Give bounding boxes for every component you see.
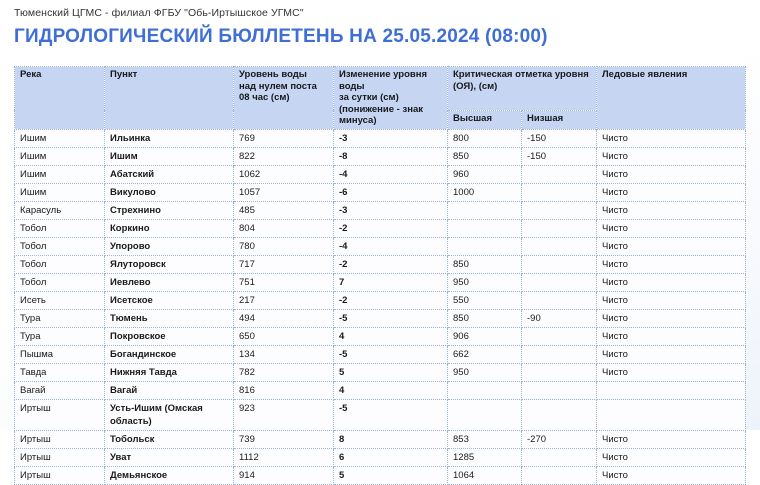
cell-critical-high — [448, 381, 522, 399]
cell-river: Ишим — [15, 147, 105, 165]
cell-ice-phenomena: Чисто — [597, 345, 746, 363]
table-row — [15, 466, 746, 484]
cell-water-level: 717 — [234, 255, 334, 273]
cell-critical-high: 950 — [448, 273, 522, 291]
cell-level-change: -2 — [334, 219, 448, 237]
cell-critical-high: 1285 — [448, 448, 522, 466]
column-header-river: Река — [15, 67, 105, 130]
cell-critical-high: 853 — [448, 430, 522, 448]
cell-water-level: 134 — [234, 345, 334, 363]
cell-ice-phenomena: Чисто — [597, 291, 746, 309]
cell-ice-phenomena: Чисто — [597, 448, 746, 466]
table-row — [15, 237, 746, 255]
cell-level-change: 4 — [334, 381, 448, 399]
table-row — [15, 291, 746, 309]
cell-water-level: 739 — [234, 430, 334, 448]
cell-river: Тура — [15, 309, 105, 327]
cell-critical-low — [522, 165, 597, 183]
cell-critical-low — [522, 201, 597, 219]
table-row — [15, 448, 746, 466]
cell-critical-high — [448, 201, 522, 219]
cell-critical-high: 906 — [448, 327, 522, 345]
cell-ice-phenomena: Чисто — [597, 219, 746, 237]
cell-point: Уват — [105, 448, 234, 466]
cell-river: Тобол — [15, 255, 105, 273]
column-header-ice-phenomena: Ледовые явления — [597, 67, 746, 130]
table-row — [15, 309, 746, 327]
cell-critical-high: 1064 — [448, 466, 522, 484]
cell-water-level: 1057 — [234, 183, 334, 201]
cell-critical-low — [522, 183, 597, 201]
cell-ice-phenomena: Чисто — [597, 430, 746, 448]
cell-critical-low — [522, 255, 597, 273]
table-row — [15, 363, 746, 381]
hydro-table-container — [14, 66, 745, 485]
cell-ice-phenomena: Чисто — [597, 273, 746, 291]
cell-ice-phenomena: Чисто — [597, 183, 746, 201]
water-level-line-1: Уровень воды — [239, 69, 307, 80]
cell-ice-phenomena: Чисто — [597, 147, 746, 165]
cell-critical-low — [522, 291, 597, 309]
cell-river: Ишим — [15, 129, 105, 147]
cell-point: Вагай — [105, 381, 234, 399]
cell-critical-high: 850 — [448, 255, 522, 273]
table-row — [15, 327, 746, 345]
column-header-critical-high: Высшая — [448, 110, 522, 129]
level-change-line-1: Изменение уровня воды — [339, 69, 428, 92]
table-row — [15, 201, 746, 219]
cell-point: Ишим — [105, 147, 234, 165]
water-level-line-2: над нулем поста — [239, 80, 317, 92]
cell-critical-low — [522, 237, 597, 255]
cell-level-change: 5 — [334, 363, 448, 381]
cell-river: Тавда — [15, 363, 105, 381]
cell-critical-high: 850 — [448, 147, 522, 165]
level-change-line-2: за сутки (см) — [339, 92, 399, 103]
cell-river: Иртыш — [15, 399, 105, 430]
table-row — [15, 430, 746, 448]
table-row — [15, 399, 746, 430]
cell-level-change: 5 — [334, 466, 448, 484]
table-row — [15, 147, 746, 165]
cell-water-level: 485 — [234, 201, 334, 219]
cell-level-change: -2 — [334, 291, 448, 309]
cell-river: Ишим — [15, 165, 105, 183]
table-row — [15, 165, 746, 183]
column-header-critical-low: Низшая — [522, 110, 597, 129]
hydrological-bulletin-table — [14, 66, 746, 485]
cell-level-change: -3 — [334, 201, 448, 219]
table-row — [15, 183, 746, 201]
critical-mark-line-2: (ОЯ), (см) — [453, 80, 498, 92]
cell-ice-phenomena: Чисто — [597, 129, 746, 147]
cell-critical-low: -150 — [522, 129, 597, 147]
cell-water-level: 816 — [234, 381, 334, 399]
cell-critical-high: 850 — [448, 309, 522, 327]
cell-point: Усть-Ишим (Омская область) — [105, 399, 234, 430]
cell-river: Вагай — [15, 381, 105, 399]
page-title: ГИДРОЛОГИЧЕСКИЙ БЮЛЛЕТЕНЬ НА 25.05.2024 (08:00) — [14, 26, 548, 47]
cell-critical-low — [522, 466, 597, 484]
cell-point: Тобольск — [105, 430, 234, 448]
table-row — [15, 255, 746, 273]
cell-point: Исетское — [105, 291, 234, 309]
cell-ice-phenomena: Чисто — [597, 201, 746, 219]
cell-level-change: 4 — [334, 327, 448, 345]
cell-critical-high: 1000 — [448, 183, 522, 201]
cell-ice-phenomena — [597, 381, 746, 399]
cell-critical-low — [522, 273, 597, 291]
cell-water-level: 780 — [234, 237, 334, 255]
cell-water-level: 769 — [234, 129, 334, 147]
cell-point: Ильинка — [105, 129, 234, 147]
cell-river: Тобол — [15, 273, 105, 291]
cell-point: Богандинское — [105, 345, 234, 363]
cell-water-level: 804 — [234, 219, 334, 237]
cell-critical-low — [522, 381, 597, 399]
water-level-line-3: 08 час (см) — [239, 92, 290, 103]
cell-critical-high — [448, 399, 522, 430]
cell-river: Тура — [15, 327, 105, 345]
page-header — [0, 0, 760, 48]
cell-water-level: 751 — [234, 273, 334, 291]
cell-point: Иевлево — [105, 273, 234, 291]
cell-point: Упорово — [105, 237, 234, 255]
cell-ice-phenomena: Чисто — [597, 363, 746, 381]
cell-level-change: -8 — [334, 147, 448, 165]
cell-critical-high: 550 — [448, 291, 522, 309]
column-header-point: Пункт — [105, 67, 234, 130]
cell-point: Покровское — [105, 327, 234, 345]
cell-river: Ишим — [15, 183, 105, 201]
cell-ice-phenomena: Чисто — [597, 466, 746, 484]
cell-ice-phenomena: Чисто — [597, 309, 746, 327]
cell-ice-phenomena: Чисто — [597, 237, 746, 255]
cell-critical-low — [522, 219, 597, 237]
cell-water-level: 650 — [234, 327, 334, 345]
table-row — [15, 219, 746, 237]
column-header-critical-mark — [448, 67, 597, 111]
cell-critical-high: 662 — [448, 345, 522, 363]
cell-level-change: 6 — [334, 448, 448, 466]
cell-water-level: 217 — [234, 291, 334, 309]
cell-river: Иртыш — [15, 430, 105, 448]
cell-river: Иртыш — [15, 448, 105, 466]
cell-point: Абатский — [105, 165, 234, 183]
table-row — [15, 345, 746, 363]
cell-level-change: -5 — [334, 309, 448, 327]
cell-point: Демьянское — [105, 466, 234, 484]
cell-water-level: 914 — [234, 466, 334, 484]
cell-ice-phenomena: Чисто — [597, 165, 746, 183]
cell-point: Коркино — [105, 219, 234, 237]
cell-critical-high: 800 — [448, 129, 522, 147]
cell-river: Иртыш — [15, 466, 105, 484]
cell-level-change: -4 — [334, 237, 448, 255]
cell-critical-high — [448, 237, 522, 255]
cell-water-level: 782 — [234, 363, 334, 381]
cell-critical-low: -90 — [522, 309, 597, 327]
cell-river: Тобол — [15, 237, 105, 255]
cell-critical-high — [448, 219, 522, 237]
cell-level-change: -3 — [334, 129, 448, 147]
cell-level-change: -4 — [334, 165, 448, 183]
cell-point: Стрехнино — [105, 201, 234, 219]
table-row — [15, 273, 746, 291]
cell-level-change: -5 — [334, 399, 448, 430]
cell-water-level: 494 — [234, 309, 334, 327]
cell-critical-low — [522, 399, 597, 430]
cell-river: Пышма — [15, 345, 105, 363]
organization-name: Тюменский ЦГМС - филиал ФГБУ "Обь-Иртышское УГМС" — [14, 7, 304, 19]
table-row — [15, 381, 746, 399]
cell-ice-phenomena — [597, 399, 746, 430]
cell-water-level: 1062 — [234, 165, 334, 183]
cell-river: Тобол — [15, 219, 105, 237]
cell-critical-high: 960 — [448, 165, 522, 183]
cell-critical-low — [522, 448, 597, 466]
table-body — [15, 129, 746, 484]
cell-river: Карасуль — [15, 201, 105, 219]
cell-level-change: 7 — [334, 273, 448, 291]
level-change-line-4: минуса) — [339, 115, 377, 126]
cell-point: Нижняя Тавда — [105, 363, 234, 381]
cell-water-level: 923 — [234, 399, 334, 430]
cell-critical-low: -150 — [522, 147, 597, 165]
cell-point: Тюмень — [105, 309, 234, 327]
cell-level-change: -2 — [334, 255, 448, 273]
cell-water-level: 1112 — [234, 448, 334, 466]
cell-point: Ялуторовск — [105, 255, 234, 273]
cell-ice-phenomena: Чисто — [597, 327, 746, 345]
cell-level-change: -5 — [334, 345, 448, 363]
cell-critical-high: 950 — [448, 363, 522, 381]
table-header — [15, 67, 746, 130]
column-header-water-level — [234, 67, 334, 130]
cell-critical-low — [522, 327, 597, 345]
cell-river: Исеть — [15, 291, 105, 309]
cell-level-change: 8 — [334, 430, 448, 448]
cell-water-level: 822 — [234, 147, 334, 165]
cell-critical-low — [522, 363, 597, 381]
column-header-level-change — [334, 67, 448, 130]
cell-point: Викулово — [105, 183, 234, 201]
cell-level-change: -6 — [334, 183, 448, 201]
level-change-line-3: (понижение - знак — [339, 103, 423, 115]
cell-ice-phenomena: Чисто — [597, 255, 746, 273]
cell-critical-low: -270 — [522, 430, 597, 448]
table-row — [15, 129, 746, 147]
critical-mark-line-1: Критическая отметка уровня — [453, 69, 589, 80]
cell-critical-low — [522, 345, 597, 363]
